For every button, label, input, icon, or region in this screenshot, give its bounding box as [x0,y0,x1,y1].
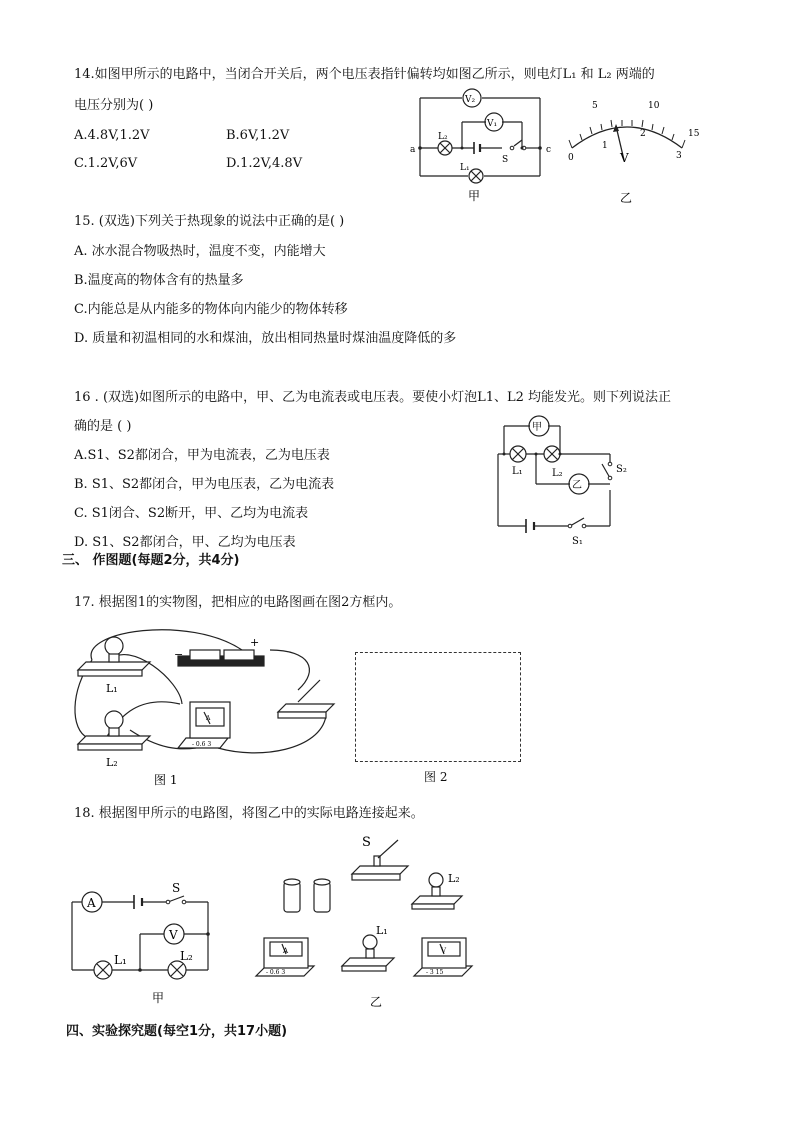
q14-dial-tick-2: 2 [640,129,646,139]
q16-l2-label: L₂ [552,468,563,479]
q16-circuit-diagram [490,412,640,552]
q14-dial-tick-0: 0 [568,153,574,163]
q14-dial-tick-5: 5 [592,101,598,111]
q16-s2-label: S₂ [616,464,627,475]
q14-dial-tick-1: 1 [602,141,608,151]
q18-ammeter-label: A [87,896,96,910]
q15-option-a: A. 冰水混合物吸热时，温度不变，内能增大 [74,244,326,259]
q14-node-a: a [410,145,416,155]
q18-l2-label: L₂ [180,949,193,963]
q18-circuit-diagram [68,880,218,1005]
q14-option-a: A.4.8V,1.2V [74,128,150,143]
q15-option-c: C.内能总是从内能多的物体向内能少的物体转移 [74,302,348,317]
q17-real-circuit-figure [70,620,340,790]
q18-real-ammeter-label: A [283,947,289,955]
q16-option-c: C. S1闭合、S2断开，甲、乙均为电流表 [74,506,309,521]
q14-option-c: C.1.2V,6V [74,156,138,171]
q17-battery-plus: + [250,636,260,649]
q18-switch-label: S [172,881,181,895]
q18-voltmeter-label: V [169,928,178,942]
q14-node-c: c [546,145,552,155]
q15-option-d: D. 质量和初温相同的水和煤油，放出相同热量时煤油温度降低的多 [74,331,457,346]
q16-meter-jia-label: 甲 [532,422,542,433]
q14-fig-yi-caption: 乙 [620,191,633,205]
q17-ammeter-label: A [206,715,211,722]
q17-fig1-caption: 图 1 [154,773,178,787]
q14-dial-tick-15: 15 [688,129,700,139]
q18-fig-yi-caption: 乙 [370,995,383,1009]
q15-stem: 15. (双选)下列关于热现象的说法中正确的是( ) [74,214,345,229]
q16-s1-label: S₁ [572,536,583,547]
q17-l1-label: L₁ [106,682,118,695]
section-3-heading: 三、 作图题(每题2分，共4分) [62,553,240,568]
section-4-heading: 四、实验探究题(每空1分，共17小题) [66,1024,288,1039]
q14-l1-label: L₁ [460,163,470,173]
q14-l2-label: L₂ [438,132,448,142]
q14-v1-label: V₁ [487,119,498,129]
q14-circuit-diagram [410,84,550,204]
q18-real-voltmeter-label: V [441,947,447,955]
q17-stem: 17. 根据图1的实物图，把相应的电路图画在图2方框内。 [74,595,402,610]
q16-option-b: B. S1、S2都闭合，甲为电压表，乙为电流表 [74,477,335,492]
q14-stem-line2: 电压分别为( ) [74,98,154,113]
q18-l1-label: L₁ [114,953,127,967]
q16-stem-line1: 16 . (双选)如图所示的电路中，甲、乙为电流表或电压表。要使小灯泡L1、L2 均能发光。则下列说法正 [74,390,672,405]
q18-real-voltmeter-terminals: - 3 15 [426,969,444,976]
q17-ammeter-terminals: - 0.6 3 [192,741,212,748]
q18-fig-jia-caption: 甲 [152,991,165,1005]
q14-switch-label: S [502,155,509,165]
q14-dial-tick-10: 10 [648,101,660,111]
q16-l1-label: L₁ [512,466,523,477]
q18-real-ammeter-terminals: - 0.6 3 [266,969,286,976]
q17-answer-box[interactable] [355,652,521,762]
q14-dial-unit: V [620,151,629,165]
q14-stem-line1: 14.如图甲所示的电路中，当闭合开关后，两个电压表指针偏转均如图乙所示，则电灯L₁ 和 L₂ 两端的 [74,67,655,82]
q16-meter-yi-label: 乙 [572,480,582,491]
q18-real-components-figure [250,826,500,1011]
q16-option-a: A.S1、S2都闭合，甲为电流表，乙为电压表 [74,448,330,463]
q14-v2-label: V₂ [465,95,476,105]
q15-option-b: B.温度高的物体含有的热量多 [74,273,244,288]
q14-fig-jia-caption: 甲 [468,189,481,203]
q14-dial-tick-3: 3 [676,151,682,161]
q14-option-b: B.6V,1.2V [226,128,290,143]
q14-voltmeter-dial [552,96,702,206]
q18-real-l1-label: L₁ [376,924,388,937]
q14-option-d: D.1.2V,4.8V [226,156,303,171]
q18-real-switch-label: S [362,835,371,850]
q17-l2-label: L₂ [106,756,118,769]
q18-stem: 18. 根据图甲所示的电路图，将图乙中的实际电路连接起来。 [74,806,424,821]
q16-stem-line2: 确的是 ( ) [74,419,132,434]
q17-fig2-caption: 图 2 [424,770,448,784]
q18-real-l2-label: L₂ [448,872,460,885]
q17-battery-minus: − [174,648,184,661]
q16-option-d: D. S1、S2都闭合，甲、乙均为电压表 [74,535,296,550]
